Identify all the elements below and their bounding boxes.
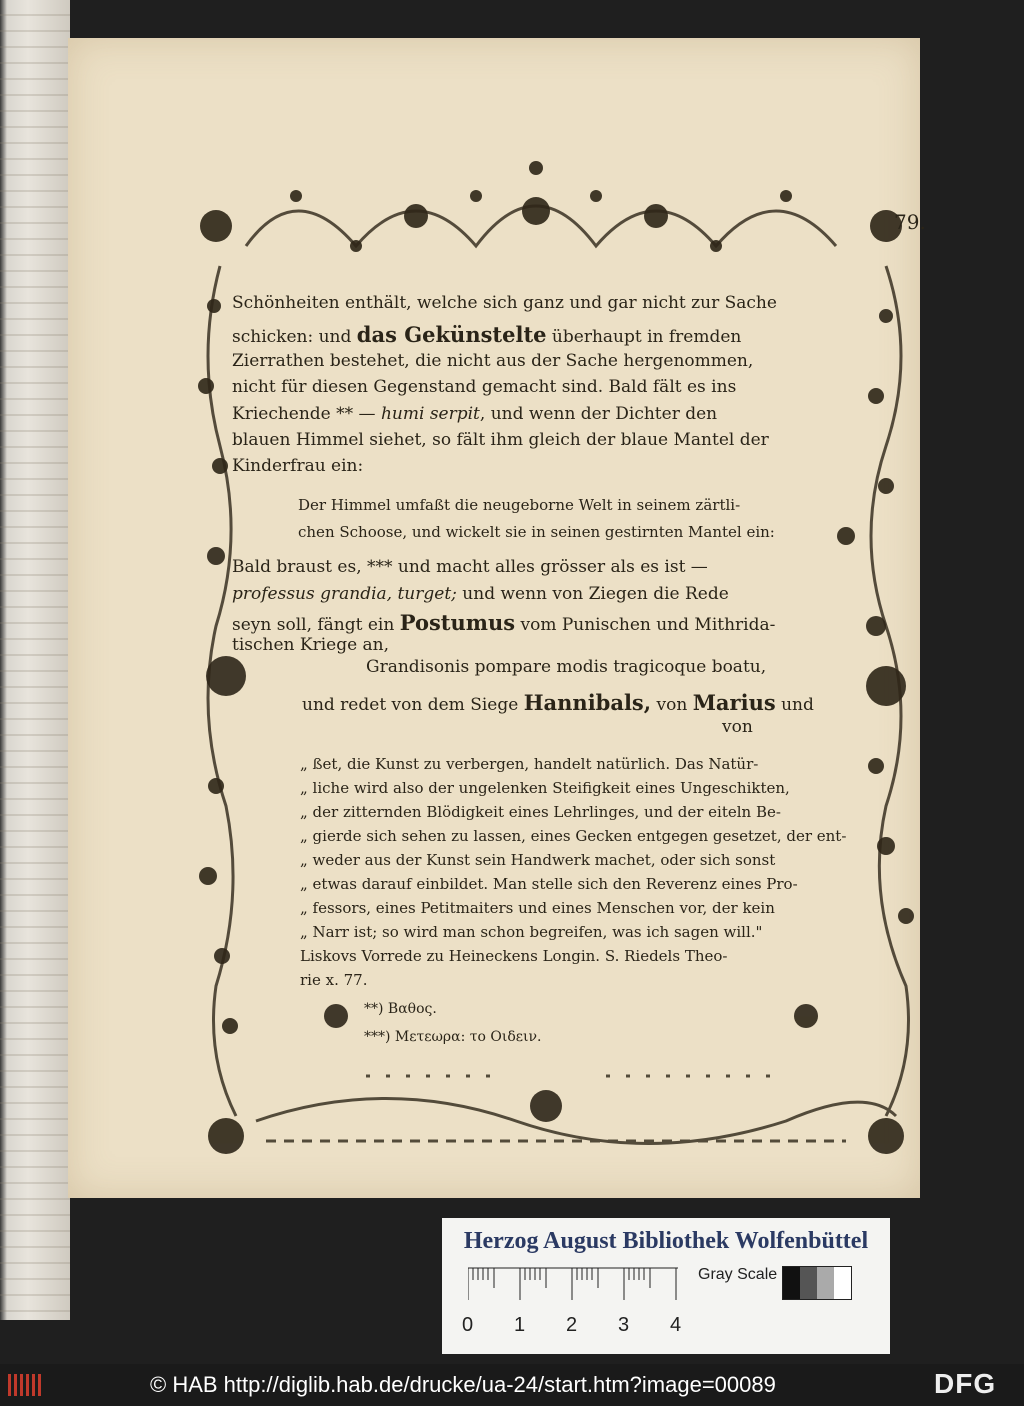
- emphasis-postumus: Postumus: [399, 610, 516, 635]
- footnote-line-9: Liskovs Vorrede zu Heineckens Longin. S. Riedels Theo-: [300, 947, 728, 965]
- footnote-line-1: „ ßet, die Kunst zu verbergen, handelt natürlich. Das Natür-: [300, 755, 759, 773]
- second-line-2b: und wenn von Ziegen die Rede: [462, 584, 729, 604]
- library-title: Herzog August Bibliothek Wolfenbüttel: [463, 1228, 869, 1254]
- footnote-line-4: „ gierde sich sehen zu lassen, eines Gecken entgegen gesetzet, der ent-: [300, 827, 847, 845]
- main-line-5b: , und wenn der Dichter den: [479, 404, 718, 424]
- main-line-2a: schicken: und: [232, 327, 352, 347]
- adjacent-page-text-shadow: [0, 0, 70, 1320]
- ruler-number-0: 0: [462, 1314, 474, 1336]
- final-line-a: und redet von dem Siege: [302, 695, 519, 715]
- emphasis-hannibals: Hannibals,: [523, 690, 652, 715]
- main-line-2b: überhaupt in fremden: [551, 327, 742, 347]
- gray-swatch-2: [800, 1267, 817, 1299]
- footer-credit-link[interactable]: © HAB http://diglib.hab.de/drucke/ua-24/start.htm?image=00089: [150, 1372, 776, 1397]
- footnote-line-10: rie x. 77.: [300, 971, 368, 989]
- footnote-line-8: „ Narr ist; so wird man schon begreifen, was ich sagen will.": [300, 923, 763, 941]
- main-line-3: Zierrathen bestehet, die nicht aus der Sache hergenommen,: [232, 351, 754, 371]
- latin-verse: Grandisonis pompare modis tragicoque boatu,: [366, 657, 767, 677]
- hab-logo-icon: [6, 1370, 46, 1400]
- catchword: von: [722, 717, 753, 737]
- second-line-3a: seyn soll, fängt ein: [232, 615, 395, 635]
- second-line-3b: vom Punischen und Mithrida-: [520, 615, 776, 635]
- page-number: 79.: [894, 210, 926, 234]
- gray-swatch-3: [817, 1267, 834, 1299]
- color-scale-card: [442, 1218, 890, 1354]
- footer-bar: [0, 1364, 1024, 1406]
- ruler-scale: [468, 1266, 688, 1304]
- footnote-line-5: „ weder aus der Kunst sein Handwerk machet, oder sich sonst: [300, 851, 776, 869]
- second-line-4: tischen Kriege an,: [232, 635, 390, 655]
- second-line-1: Bald braust es, *** und macht alles grösser als es ist —: [232, 557, 708, 577]
- ruler-number-1: 1: [514, 1314, 526, 1336]
- main-line-6: blauen Himmel siehet, so fält ihm gleich der blaue Mantel der: [232, 430, 769, 450]
- note-2: ***) Μετεωρα: το Οιδειν.: [364, 1029, 542, 1045]
- gray-swatch-4: [834, 1267, 851, 1299]
- main-line-7: Kinderfrau ein:: [232, 456, 364, 476]
- dfg-logo-icon: DFG: [934, 1368, 997, 1399]
- ruler-number-4: 4: [670, 1314, 682, 1336]
- emphasis-marius: Marius: [692, 690, 776, 715]
- quote-line-1: Der Himmel umfaßt die neugeborne Welt in seinem zärtli-: [298, 496, 741, 514]
- ruler-number-2: 2: [566, 1314, 578, 1336]
- main-line-1: Schönheiten enthält, welche sich ganz und gar nicht zur Sache: [232, 293, 777, 313]
- footnote-line-3: „ der zitternden Blödigkeit eines Lehrlinges, und der eiteln Be-: [300, 803, 781, 821]
- ruler-number-3: 3: [618, 1314, 630, 1336]
- emphasis-das-gekuenstelte: das Gekünstelte: [356, 322, 547, 347]
- gray-swatch-1: [783, 1267, 800, 1299]
- footnote-line-7: „ fessors, eines Petitmaiters und eines Menschen vor, der kein: [300, 899, 775, 917]
- gray-scale-label: Gray Scale: [698, 1266, 778, 1283]
- book-page: [68, 38, 926, 1198]
- latin-professus-grandia: professus grandia, turget;: [232, 584, 457, 604]
- quote-line-2: chen Schoose, und wickelt sie in seinen gestirnten Mantel ein:: [298, 523, 775, 541]
- footnote-line-2: „ liche wird also der ungelenken Steifigkeit eines Ungeschikten,: [300, 779, 790, 797]
- final-line-b: von: [656, 695, 688, 715]
- main-line-5a: Kriechende ** —: [232, 404, 376, 424]
- latin-humi-serpit: humi serpit: [380, 404, 480, 424]
- note-1: **) Βαθος.: [364, 1001, 437, 1017]
- final-line-c: und: [781, 695, 814, 715]
- footnote-line-6: „ etwas darauf einbildet. Man stelle sich den Reverenz eines Pro-: [300, 875, 798, 893]
- gray-scale-swatch: [782, 1266, 852, 1300]
- main-line-4: nicht für diesen Gegenstand gemacht sind. Bald fält es ins: [232, 377, 737, 397]
